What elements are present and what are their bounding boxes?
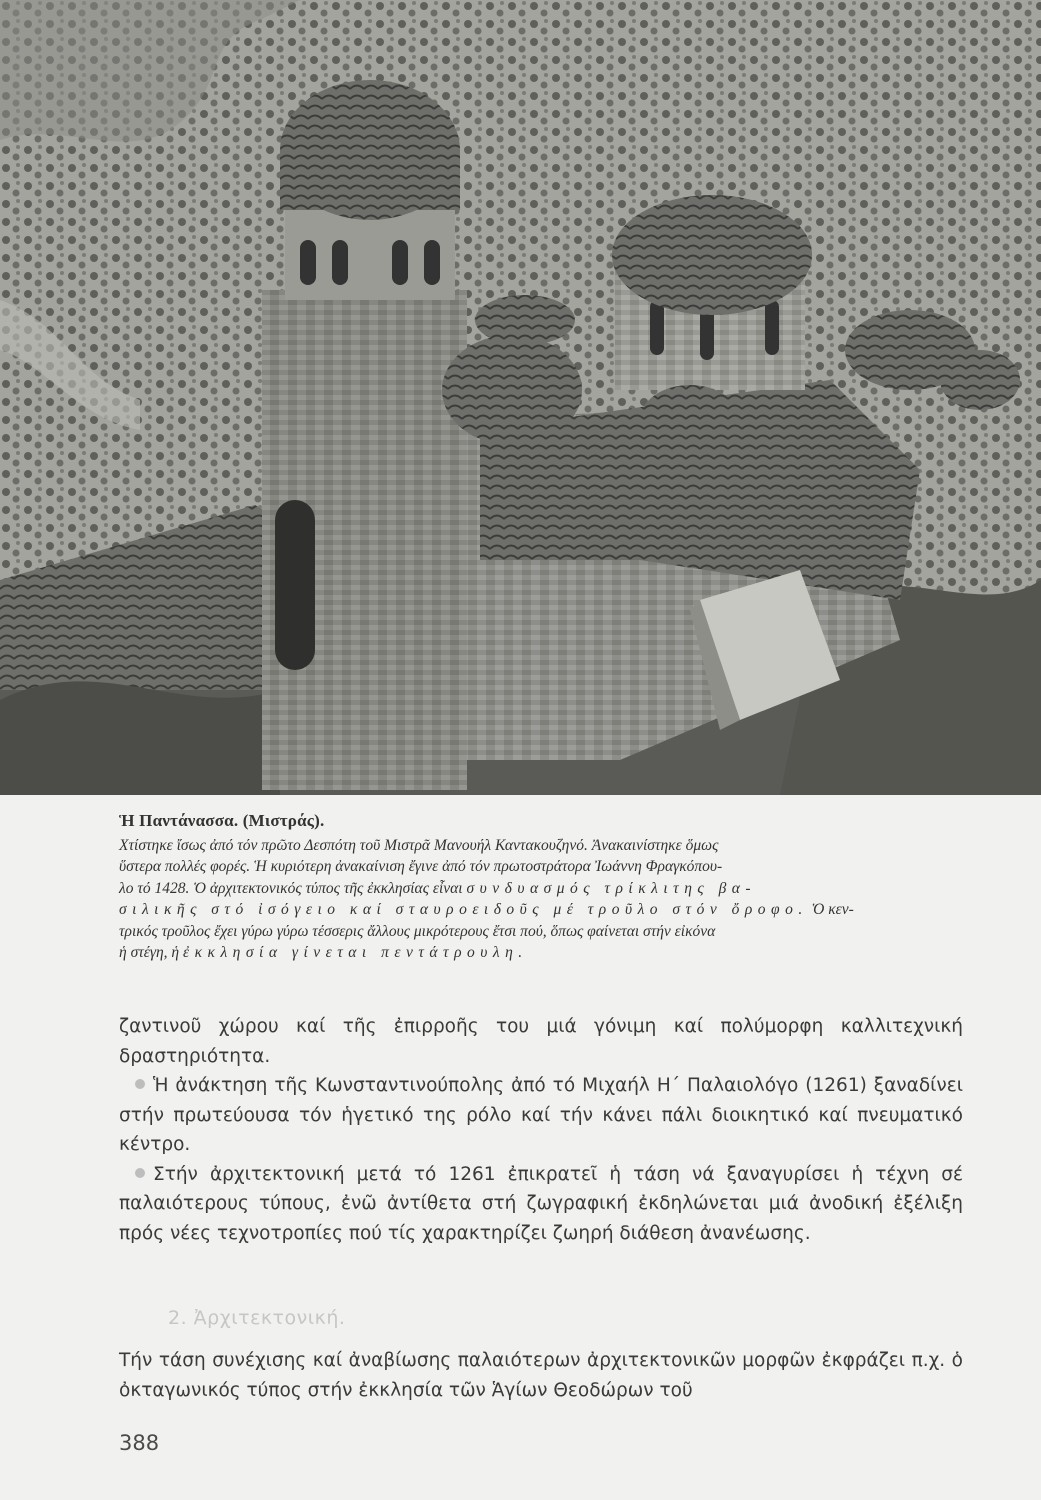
caption-line-3b: συνδυασμός τρίκλιτης βα- bbox=[466, 879, 757, 897]
bullet-icon bbox=[135, 1168, 145, 1178]
caption-line-3a: λο τό 1428. Ὁ ἀρχιτεκτονικός τύπος τῆς ἐκκλησίας εἶναι bbox=[119, 879, 467, 897]
caption-line-2: ὕστερα πολλές φορές. Ἡ κυριότερη ἀνακαίνιση ἔγινε ἀπό τόν πρωτοστράτορα Ἰωάννη Φραγκόπου- bbox=[119, 858, 723, 876]
paragraph-2-text: Ἡ ἀνάκτηση τῆς Κωνσταντινούπολης ἀπό τό Μιχαήλ Η΄ Παλαιολόγο (1261) ξαναδίνει στήν πρωτεύουσα τόν ἡγετικό της ρόλο καί τήν κάνει πάλι διοικητικό καί πνευματικό κέντρο. bbox=[119, 1075, 963, 1155]
caption-line-6a: ἡ στέγη, ἡ bbox=[119, 944, 183, 962]
page-number: 388 bbox=[119, 1431, 160, 1455]
caption-line-6b: ἐκκλησία γίνεται πεντάτρουλη. bbox=[182, 944, 528, 962]
body-text bbox=[119, 1012, 963, 1248]
caption-line-1: Χτίστηκε ἴσως ἀπό τόν πρῶτο Δεσπότη τοῦ Μιστρᾶ Μανουήλ Καντακουζηνό. Ἀνακαινίστηκε ὅμως bbox=[119, 837, 719, 854]
caption-title: Ἡ Παντάνασσα. (Μιστράς). bbox=[119, 811, 325, 830]
caption-line-4b: Ὁ κεν- bbox=[807, 901, 854, 919]
caption-line-5: τρικός τροῦλος ἔχει γύρω γύρω τέσσερις ἄλλους μικρότερους ἔτσι πού, ὅπως φαίνεται στήν εἰκόνα bbox=[119, 922, 716, 940]
paragraph-3 bbox=[119, 1160, 963, 1249]
caption-body bbox=[119, 835, 959, 963]
paragraph-4: Τήν τάση συνέχισης καί ἀναβίωσης παλαιότερων ἀρχιτεκτονικῶν μορφῶν ἐκφράζει π.χ. ὁ ὀκταγωνικός τύπος στήν ἐκκλησία τῶν Ἁγίων Θεοδώρων τοῦ bbox=[119, 1350, 963, 1401]
caption-line-4a: σιλικῆς στό ἰσόγειο καί σταυροειδοῦς μέ τροῦλο στόν ὄροφο. bbox=[119, 901, 808, 919]
figure-caption bbox=[119, 811, 959, 963]
paragraph-1: ζαντινοῦ χώρου καί τῆς ἐπιρροῆς του μιά γόνιμη καί πολύμορφη καλλιτεχνική δραστηριότητα. bbox=[119, 1016, 963, 1067]
paragraph-2 bbox=[119, 1071, 963, 1160]
body-text-2 bbox=[119, 1346, 963, 1405]
bullet-icon bbox=[135, 1079, 145, 1089]
section-heading: 2. Ἀρχιτεκτονική. bbox=[168, 1307, 346, 1329]
paragraph-3-text: Στήν ἀρχιτεκτονική μετά τό 1261 ἐπικρατεῖ ἡ τάση νά ξαναγυρίσει ἡ τέχνη σέ παλαιότερους τύπους, ἐνῶ ἀντίθετα στή ζωγραφική ἐκδηλώνεται μιά ἀνοδική ἐξέλιξη πρός νέες τεχνοτροπίες πού τίς χαρακτηρίζει ζωηρή διάθεση ἀνανέωσης. bbox=[119, 1163, 963, 1244]
